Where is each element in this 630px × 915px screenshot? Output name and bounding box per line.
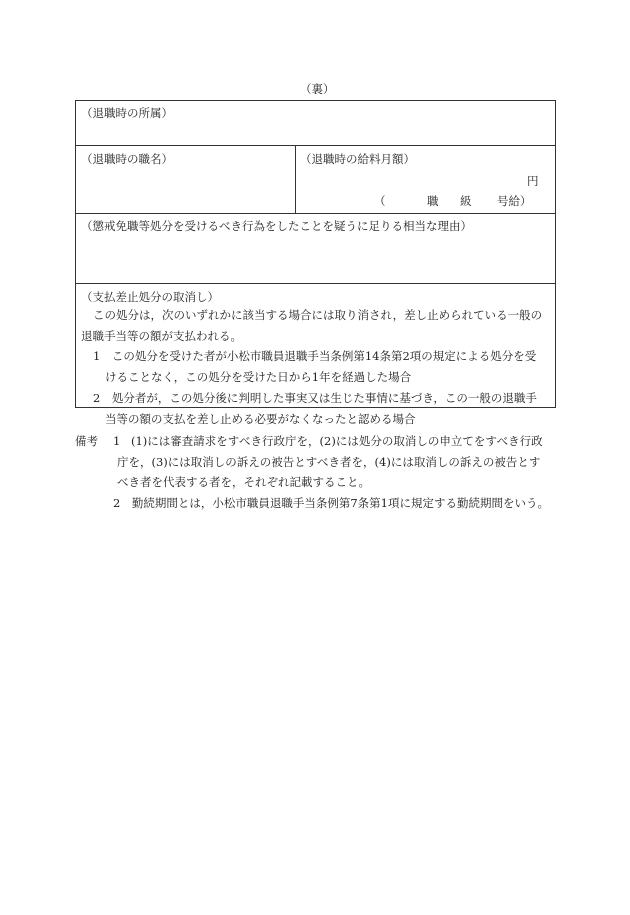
note-1-number: 1 <box>113 434 121 448</box>
note-1-cont: べき者を代表する者を，それぞれ記載すること。 <box>117 475 370 489</box>
grade-label: 職 <box>427 194 439 208</box>
cancel-intro: この処分は，次のいずれかに該当する場合には取り消され，差し止められている一般の <box>93 308 543 322</box>
row-divider <box>75 213 556 214</box>
row-divider <box>75 145 556 146</box>
cancel-heading: （支払差止処分の取消し） <box>81 290 219 304</box>
cancel-item-2-line2: 当等の額の支払を差し止める必要がなくなったと認める場合 <box>105 412 416 426</box>
grade-step: 号給） <box>497 194 532 208</box>
column-divider <box>295 145 296 213</box>
note-2: 2 勤続期間とは，小松市職員退職手当条例第7条第1項に規定する勤続期間をいう。 <box>113 496 549 510</box>
notes-label: 備考 <box>75 434 98 448</box>
note-1: (1)には審査請求をすべき行政庁を，(2)には処分の取消しの申立てをすべき行政 <box>131 434 543 448</box>
grade-open: （ <box>374 194 386 208</box>
note-1-cont: 庁を，(3)には取消しの訴えの被告とすべき者を，(4)には取消しの訴えの被告とす <box>117 455 541 469</box>
grade-level: 級 <box>460 194 472 208</box>
salary-label: （退職時の給料月額） <box>300 152 415 166</box>
row-divider <box>75 283 556 284</box>
affiliation-label: （退職時の所属） <box>81 106 173 120</box>
cancel-item-1-cont: けることなく，この処分を受けた日から1年を経過した場合 <box>105 370 412 384</box>
cancel-item-1: 1 この処分を受けた者が小松市職員退職手当条例第14条第2項の規定による処分を受 <box>93 349 537 363</box>
salary-unit: 円 <box>527 174 539 188</box>
cancel-item-2: 2 処分者が，この処分後に判明した事実又は生じた事情に基づき，この一般の退職手 <box>93 391 537 405</box>
position-label: （退職時の職名） <box>81 152 173 166</box>
reason-label: （懲戒免職等処分を受けるべき行為をしたことを疑うに足りる相当な理由） <box>81 219 472 233</box>
back-side-label: （裏） <box>300 82 335 96</box>
cancel-intro-cont: 退職手当等の額が支払われる。 <box>81 329 242 343</box>
